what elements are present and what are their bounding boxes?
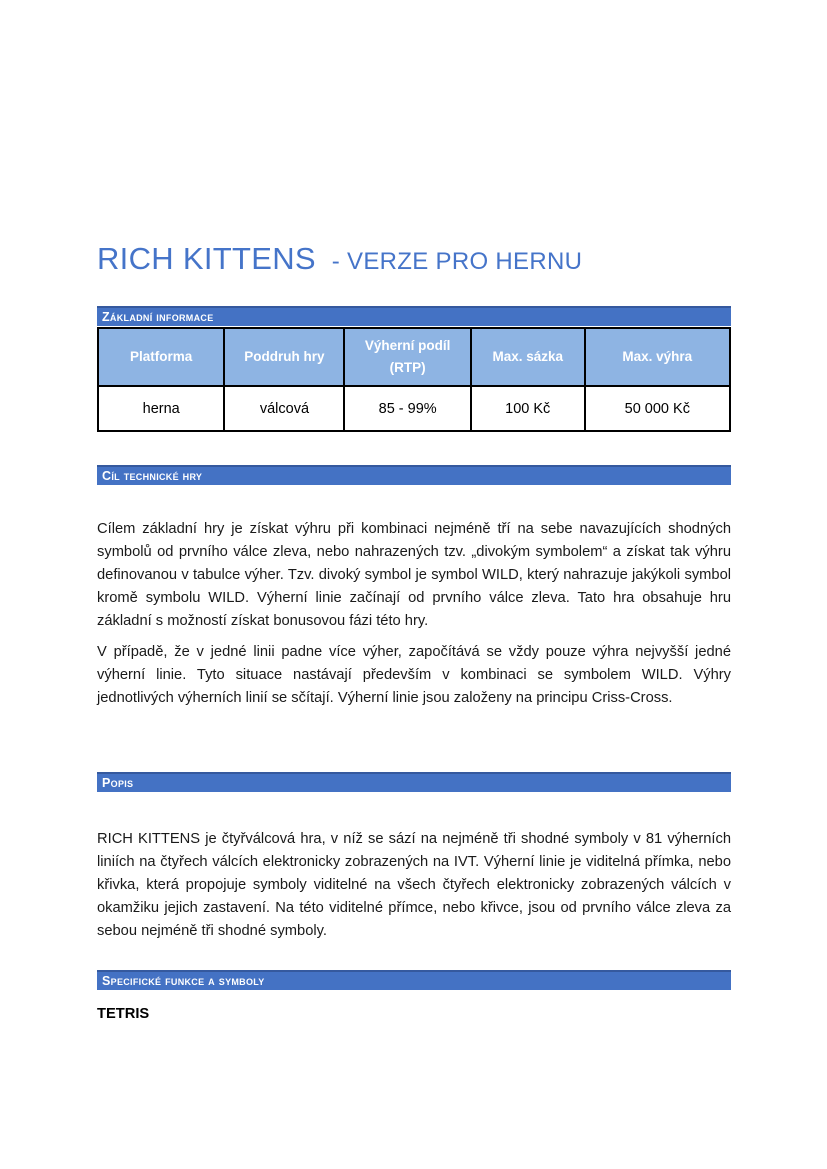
section-header-goal	[97, 465, 731, 485]
table-cell-poddruh-hry: válcová	[224, 386, 344, 431]
table-cell-max-vyhra: 50 000 Kč	[585, 386, 730, 431]
section-header-specific-functions-label: Specifické funkce a symboly	[102, 974, 265, 988]
table-cell-vyherni-podil: 85 - 99%	[344, 386, 470, 431]
table-header-max-sazka: Max. sázka	[471, 328, 585, 386]
table-cell-platforma: herna	[98, 386, 224, 431]
section-header-basic-info-label: Základní informace	[102, 310, 214, 324]
goal-paragraph-2: V případě, že v jedné linii padne více výher, započítává se vždy pouze výhra nejvyšší jedné výherní linie. Tyto situace nastávají především v kombinaci se symbolem WILD. Výhry jednotlivých výherních linií se sčítají. Výherní linie jsou založeny na principu Criss-Cross.	[97, 644, 731, 706]
table-row	[98, 386, 730, 431]
section-header-basic-info	[97, 306, 731, 326]
table-cell-max-sazka: 100 Kč	[471, 386, 585, 431]
basic-info-table	[97, 327, 731, 432]
section-header-specific-functions	[97, 970, 731, 990]
table-header-poddruh-hry: Poddruh hry	[224, 328, 344, 386]
page-title-main: RICH KITTENS	[97, 241, 316, 276]
section-header-description-label: Popis	[102, 776, 134, 790]
table-header-max-vyhra: Max. výhra	[585, 328, 730, 386]
page-title-subtitle: - VERZE PRO HERNU	[331, 248, 583, 275]
table-header-row	[98, 328, 730, 386]
tetris-subheading: TETRIS	[97, 1006, 150, 1022]
description-paragraph: RICH KITTENS je čtyřválcová hra, v níž se sází na nejméně tři shodné symboly v 81 výherních liniích na čtyřech válcích elektronicky zobrazených na IVT. Výherní linie je viditelná přímka, nebo křivka, která propojuje symboly viditelné na všech čtyřech elektronicky zobrazených válcích v okamžiku jejich zastavení. Na této viditelné přímce, nebo křivce, jsou od prvního válce zleva za sebou nejméně tři shodné symboly.	[97, 831, 731, 939]
page-title	[97, 240, 731, 280]
table-header-vyherni-podil: Výherní podíl (RTP)	[344, 328, 470, 386]
section-header-goal-label: Cíl technické hry	[102, 469, 203, 483]
section-header-description	[97, 772, 731, 792]
goal-paragraph-1: Cílem základní hry je získat výhru při kombinaci nejméně tří na sebe navazujících shodných symbolů od prvního válce zleva, nebo nahrazených tzv. „divokým symbolem“ a získat tak výhru definovanou v tabulce výher. Tzv. divoký symbol je symbol WILD, který nahrazuje jakýkoli symbol kromě symbolu WILD. Výherní linie začínají od prvního válce zleva. Tato hra obsahuje hru základní s možností získat bonusovou fázi této hry.	[97, 521, 731, 629]
table-header-platforma: Platforma	[98, 328, 224, 386]
